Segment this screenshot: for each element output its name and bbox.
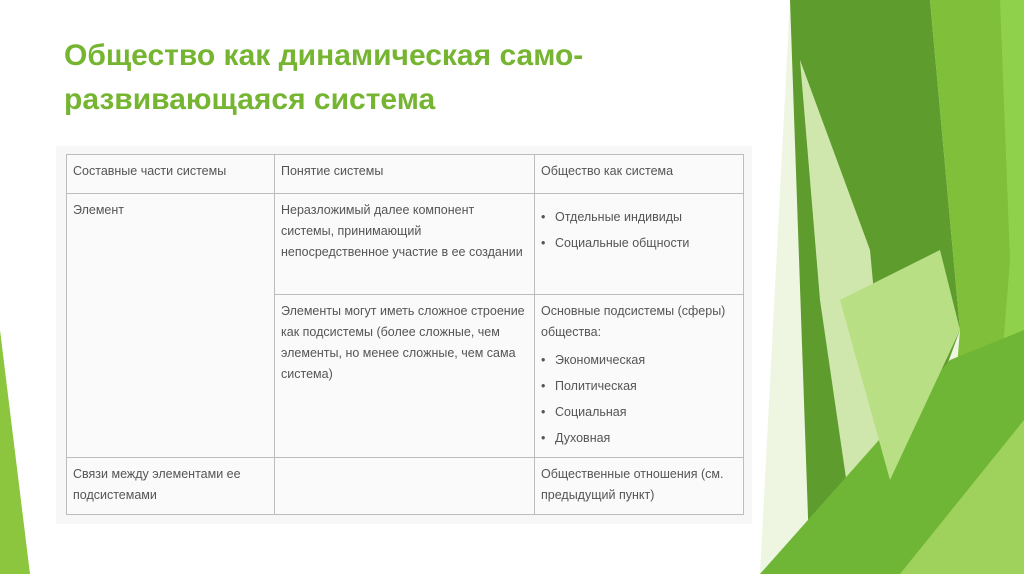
table-image-area (56, 146, 752, 524)
title-line-1: Общество как динамическая само- (64, 39, 584, 72)
society-elements-list (541, 204, 737, 256)
bullet-icon: • (541, 431, 546, 445)
bullet-icon: • (541, 236, 546, 250)
bullet-icon: • (541, 210, 546, 224)
list-item: • Духовная (541, 425, 737, 451)
list-item: • Социальные общности (541, 230, 737, 256)
subsystems-list (541, 347, 737, 451)
cell-subsystem-society (535, 295, 744, 458)
slide-title (64, 34, 704, 122)
title-line-2: развивающаяся система (64, 83, 436, 116)
bullet-icon: • (541, 405, 546, 419)
table-row (67, 194, 744, 295)
cell-subsystem-concept: Элементы могут иметь сложное строение как подсистемы (более сложные, чем элементы, но менее сложные, чем сама система) (275, 295, 535, 458)
bullet-icon: • (541, 379, 546, 393)
bullet-icon: • (541, 353, 546, 367)
header-society: Общество как система (535, 155, 744, 194)
list-item: • Экономическая (541, 347, 737, 373)
cell-element-society (535, 194, 744, 295)
header-parts: Составные части системы (67, 155, 275, 194)
list-item: • Социальная (541, 399, 737, 425)
cell-links: Связи между элементами ее подсистемами (67, 458, 275, 515)
left-green-sliver (0, 330, 30, 574)
table-row (67, 458, 744, 515)
cell-element: Элемент (67, 194, 275, 458)
cell-links-concept (275, 458, 535, 515)
system-table (66, 154, 744, 515)
list-item: • Политическая (541, 373, 737, 399)
cell-element-concept: Неразложимый далее компонент системы, принимающий непосредственное участие в ее создании (275, 194, 535, 295)
list-item: • Отдельные индивиды (541, 204, 737, 230)
cell-links-society: Общественные отношения (см. предыдущий пункт) (535, 458, 744, 515)
header-concept: Понятие системы (275, 155, 535, 194)
subsystems-intro: Основные подсистемы (сферы) общества: (541, 304, 726, 339)
table-header-row (67, 155, 744, 194)
